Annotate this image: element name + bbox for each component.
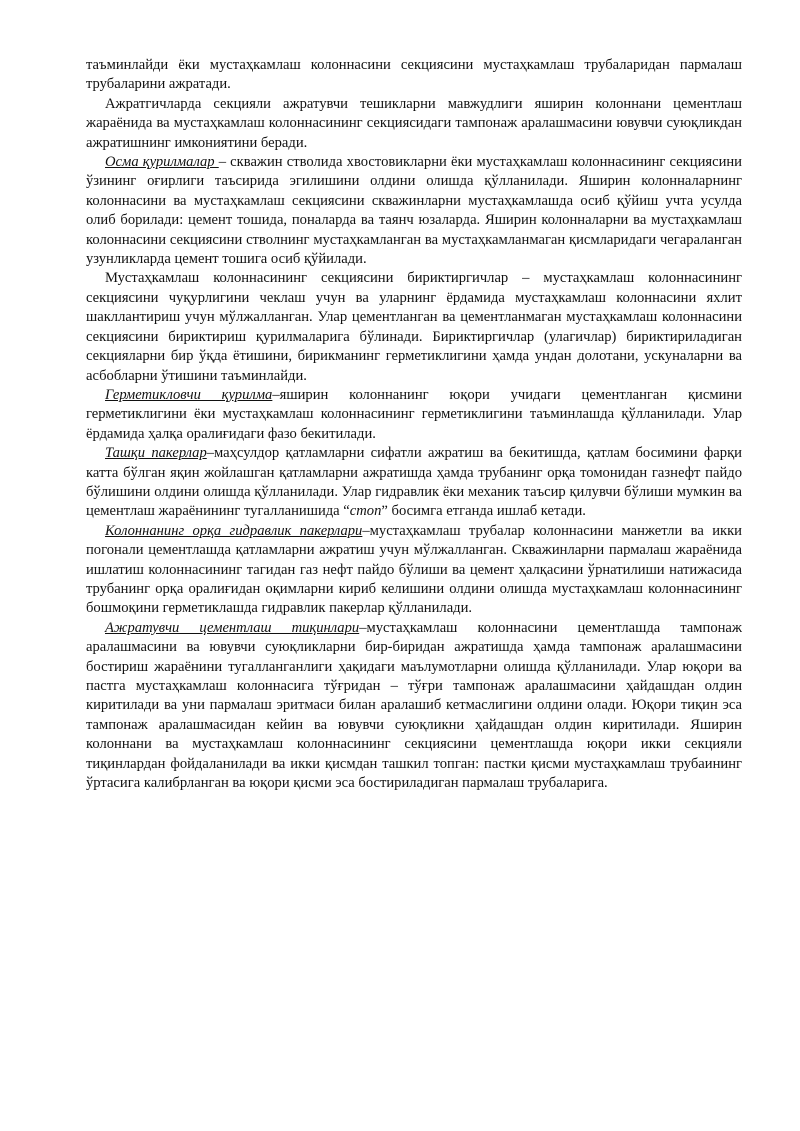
paragraph-hanger-devices — [86, 153, 742, 269]
paragraph-text: –яширин колоннанинг юқори учидаги цементланган қисмини герметиклигини ёки мустаҳкамлаш колоннасининг герметиклигини таъминлашда қўлланилади. Улар ёрдамида ҳалқа оралиғидаги фазо бекитилади. — [86, 386, 742, 442]
paragraph-text: Ажратгичларда секцияли ажратувчи тешикларни мавжудлиги яширин колоннани цементлаш жараёнида ва мустаҳкамлаш колоннасининг секциясидаги тампонаж аралашмасини ювувчи суюқликдан ажратишнинг имкониятини беради. — [86, 95, 742, 151]
paragraph-text: Мустаҳкамлаш колоннасининг секциясини бириктиргичлар – мустаҳкамлаш колоннасининг секциясини чуқурлигини чеклаш учун ва уларнинг ёрдамида мустаҳкамлаш колоннасини яхлит шакллантириш учун мўлжалланган. Улар цементланган ва цементланмаган мустаҳкамлаш колоннасини секциясини бириктириш қурилмаларига бўлинади. Бириктиргичлар (улагичлар) бириктириладиган секцияларни бир ўқда ётишини, бирикманинг герметиклигини ҳамда ундан долотани, ускуналарни ва асбобларни ўтишини таъминлайди. — [86, 270, 742, 384]
quoted-term: стоп — [349, 503, 382, 520]
paragraph-sealing-device — [86, 386, 742, 444]
paragraph-hydraulic-packers — [86, 522, 742, 619]
paragraph-text: –мустаҳкамлаш колоннасини цементлашда тампонаж аралашмасини ва ювувчи суюқликларни бир-биридан ажратишда ҳамда тампонаж аралашмасини бостириш жараёнини тугалланганлиги ҳақидаги маълумотларни олишда қўлланилади. Улар юқори ва пастга мустаҳкамлаш колоннасига тўғридан – тўғри тампонаж аралашмасини ҳайдашдан олдин киритилади ва уни пармалаш эритмаси билан аралашиб кетмаслигини олдини олади. Юқори тиқин эса тампонаж аралашмасидан кейин ва ювувчи суюқликни ҳайдашдан олдин киритилади. Яширин колоннани ва мустаҳкамлаш колоннасининг секциясини цементлашда юқори икки секцияли тиқинлардан фойдаланилади ва икки қисмдан ташкил топган: пастки қисми мустаҳкамлаш трубаининг ўртасига калибрланган ва юқори қисми эса бостириладиган пармалаш трубаларига. — [86, 619, 742, 792]
term-heading: Герметикловчи қурилма — [105, 386, 273, 403]
paragraph-text: ” босимга етганда ишлаб кетади. — [381, 503, 586, 520]
term-heading: Колоннанинг орқа гидравлик пакерлари — [105, 522, 363, 539]
paragraph-text: –мустаҳкамлаш трубалар колоннасини манжетли ва икки погонали цементлашда қатламларни ажратиш учун мўлжалланган. Скважинларни пармалаш жараёнида ишлатиш колоннасининг тагидан газ нефт пайдо бўлиши ва цемент ҳалқасини ўрнатилиши натижасида трубанинг орқа оралиғидан оқимларни кириб келишини олдини олишда мустаҳкамлаш колоннасининг бошмоқини герметиклашда гидравлик пакерлар қўлланилади. — [86, 522, 742, 617]
term-heading: Ажратувчи цементлаш тиқинлари — [105, 619, 360, 636]
paragraph-external-packers — [86, 444, 742, 522]
paragraph-text: –маҳсулдор қатламларни сифатли ажратиш ва бекитишда, қатлам босимини фарқи катта бўлган яқин жойлашган қатламларни ажратишда ҳамда трубанинг орқа томонидан газнефт пайдо бўлишини олдини олишда қўлланилади. Улар гидравлик ёки механик таъсир қилувчи бўлиши мумкин ва цементлаш жараёнининг тугалланишида “ — [86, 445, 742, 520]
document-page — [86, 56, 742, 793]
term-heading: Ташқи пакерлар — [105, 445, 207, 462]
paragraph-separators — [86, 95, 742, 153]
paragraph-connectors — [86, 269, 742, 385]
term-heading: Осма қурилмалар — [105, 154, 219, 171]
paragraph-text: – скважин стволида хвостовикларни ёки мустаҳкамлаш колоннасининг секциясини ўзининг оғирлиги таъсирида эгилишини олдини олишда қўлланилади. Яширин колонналарнинг колоннасини ва мустаҳкамлаш секциясини скважинларни мустаҳкамлашда осиб қўйиш учта усулда олиб борилади: цемент тошида, поналарда ва таянч юзаларда. Яширин колонналарни ва мустаҳкамлаш колоннасини секциясини стволнинг мустаҳкамланган ва мустаҳкамланмаган қисмларидаги чегараланган узунликларда цемент тошига осиб қўйилади. — [86, 154, 742, 268]
paragraph-text: таъминлайди ёки мустаҳкамлаш колоннасини секциясини мустаҳкамлаш трубаларидан пармалаш трубаларини ажратади. — [86, 57, 742, 93]
paragraph-cementing-plugs — [86, 619, 742, 794]
paragraph-continuation — [86, 56, 742, 95]
